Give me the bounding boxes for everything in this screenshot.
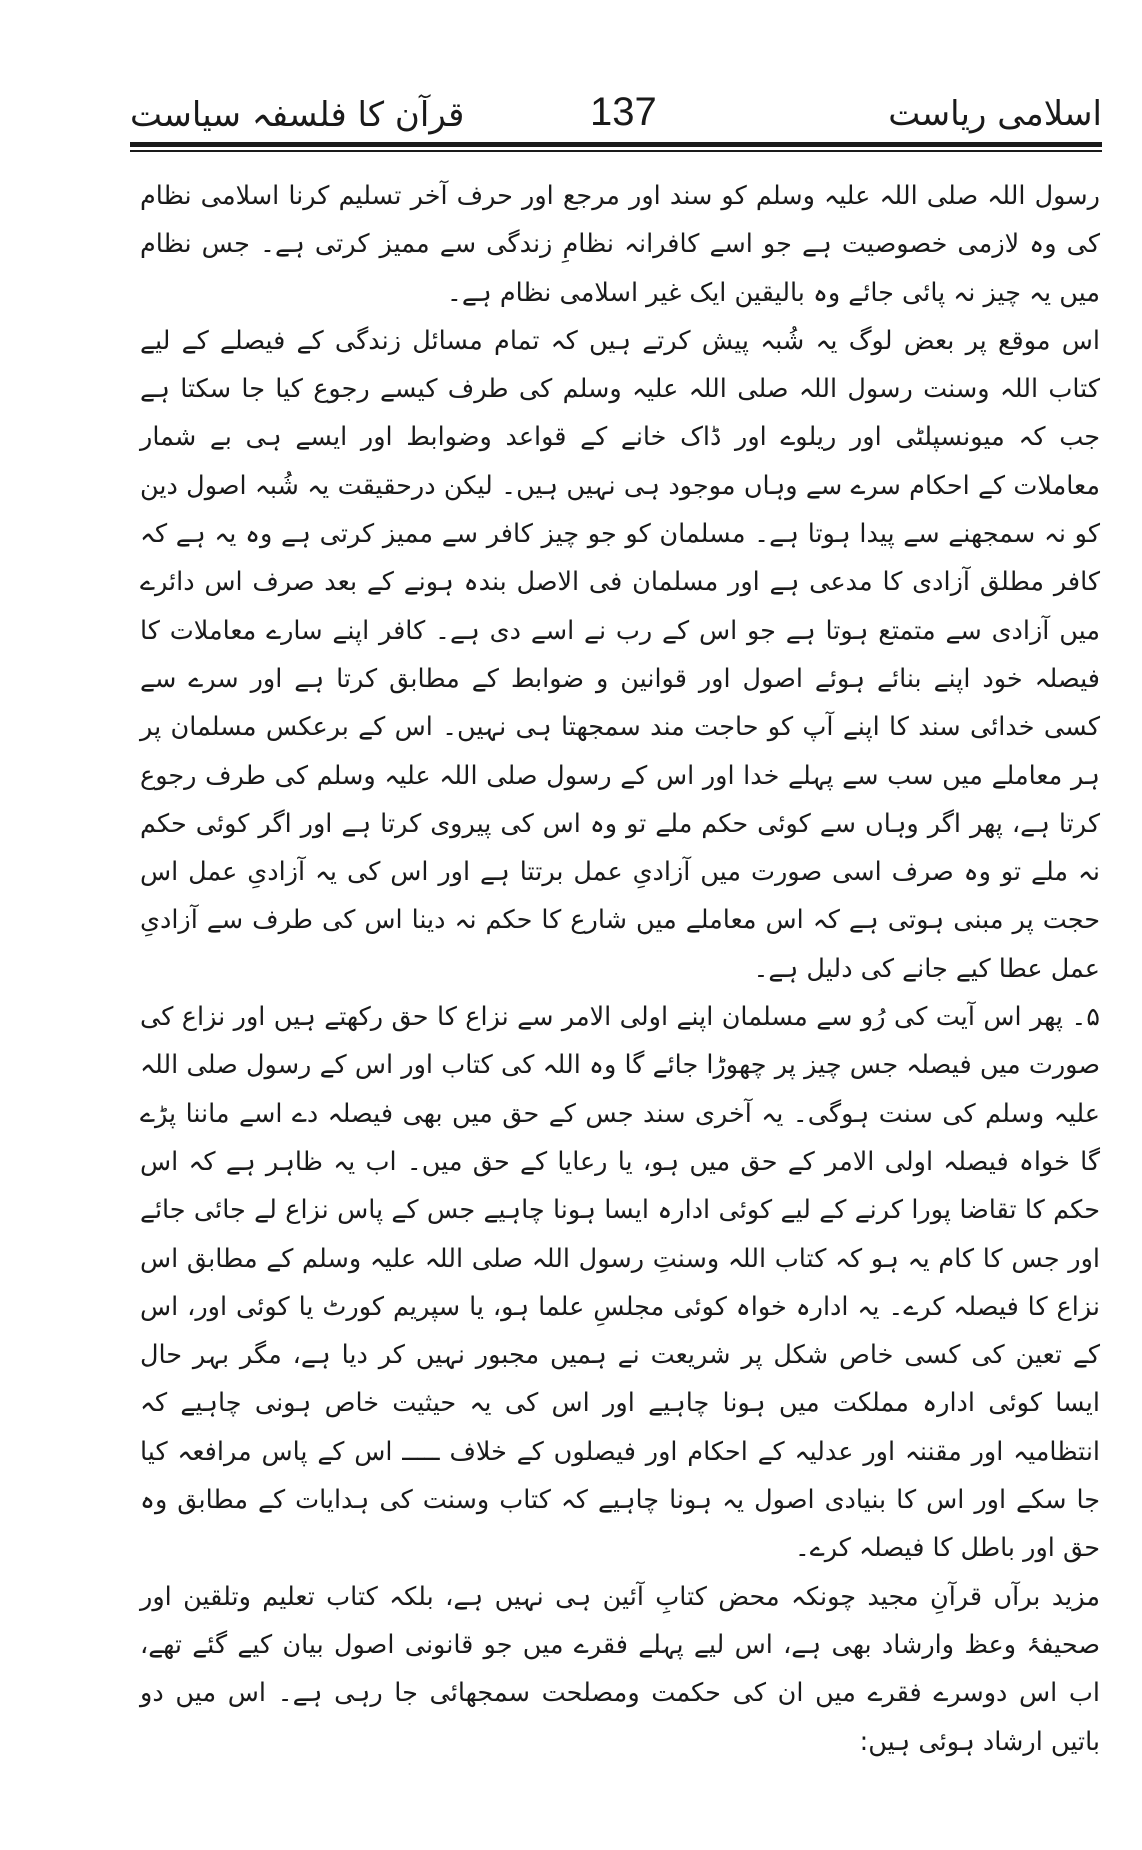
running-header (130, 90, 1102, 140)
paragraph: اس موقع پر بعض لوگ یہ شُبہ پیش کرتے ہیں کہ تمام مسائل زندگی کے فیصلے کے لیے کتاب اللہ وسنت رسول اللہ صلی اللہ علیہ وسلم کی طرف کیسے رجوع کیا جا سکتا ہے جب کہ میونسپلٹی اور ریلوے اور ڈاک خانے کے قواعد وضوابط اور ایسے ہی بے شمار معاملات کے احکام سرے سے وہاں موجود ہی نہیں ہیں۔ لیکن درحقیقت یہ شُبہ اصول دین کو نہ سمجھنے سے پیدا ہوتا ہے۔ مسلمان کو جو چیز کافر سے ممیز کرتی ہے وہ یہ ہے کہ کافر مطلق آزادی کا مدعی ہے اور مسلمان فی الاصل بندہ ہونے کے بعد صرف اس دائرے میں آزادی سے متمتع ہوتا ہے جو اس کے رب نے اسے دی ہے۔ کافر اپنے سارے معاملات کا فیصلہ خود اپنے بنائے ہوئے اصول اور قوانین و ضوابط کے مطابق کرتا ہے اور سرے سے کسی خدائی سند کا اپنے آپ کو حاجت مند سمجھتا ہی نہیں۔ اس کے برعکس مسلمان پر ہر معاملے میں سب سے پہلے خدا اور اس کے رسول صلی اللہ علیہ وسلم کی طرف رجوع کرتا ہے، پھر اگر وہاں سے کوئی حکم ملے تو وہ اس کی پیروی کرتا ہے اور اگر کوئی حکم نہ ملے تو وہ صرف اسی صورت میں آزادیِ عمل برتتا ہے اور اس کی یہ آزادیِ عمل اس حجت پر مبنی ہوتی ہے کہ اس معاملے میں شارع کا حکم نہ دینا اس کی طرف سے آزادیِ عمل عطا کیے جانے کی دلیل ہے۔ (140, 325, 1100, 984)
page-number: 137 (590, 90, 657, 134)
book-title: قرآن کا فلسفہ سیاست (130, 95, 465, 135)
paragraph: ۵۔ پھر اس آیت کی رُو سے مسلمان اپنے اولی الامر سے نزاع کا حق رکھتے ہیں اور نزاع کی صورت میں فیصلہ جس چیز پر چھوڑا جائے گا وہ اللہ کی کتاب اور اس کے رسول صلی اللہ علیہ وسلم کی سنت ہوگی۔ یہ آخری سند جس کے حق میں بھی فیصلہ دے اسے ماننا پڑے گا خواہ فیصلہ اولی الامر کے حق میں ہو، یا رعایا کے حق میں۔ اب یہ ظاہر ہے کہ اس حکم کا تقاضا پورا کرنے کے لیے کوئی ادارہ ایسا ہونا چاہیے جس کے پاس نزاع لے جائی جائے اور جس کا کام یہ ہو کہ کتاب اللہ وسنتِ رسول اللہ صلی اللہ علیہ وسلم کے مطابق اس نزاع کا فیصلہ کرے۔ یہ ادارہ خواہ کوئی مجلسِ علما ہو، یا سپریم کورٹ یا کوئی اور، اس کے تعین کی کسی خاص شکل پر شریعت نے ہمیں مجبور نہیں کر دیا ہے، مگر بہر حال ایسا کوئی ادارہ مملکت میں ہونا چاہیے اور اس کی یہ حیثیت خاص ہونی چاہیے کہ انتظامیہ اور مقننہ اور عدلیہ کے احکام اور فیصلوں کے خلاف ـــــ اس کے پاس مرافعہ کیا جا سکے اور اس کا بنیادی اصول یہ ہونا چاہیے کہ کتاب وسنت کی ہدایات کے مطابق وہ حق اور باطل کا فیصلہ کرے۔ (140, 1002, 1100, 1564)
paragraph: مزید برآں قرآنِ مجید چونکہ محض کتابِ آئین ہی نہیں ہے، بلکہ کتاب تعلیم وتلقین اور صحیفۂ وعظ وارشاد بھی ہے، اس لیے پہلے فقرے میں جو قانونی اصول بیان کیے گئے تھے، اب اس دوسرے فقرے میں ان کی حکمت ومصلحت سمجھائی جا رہی ہے۔ اس میں دو باتیں ارشاد ہوئی ہیں: (140, 1581, 1100, 1757)
body-text (140, 172, 1100, 1766)
header-rule-thick (130, 142, 1102, 147)
chapter-title: اسلامی ریاست (888, 94, 1102, 134)
header-rule-thin (130, 150, 1102, 152)
paragraph: رسول اللہ صلی اللہ علیہ وسلم کو سند اور مرجع اور حرف آخر تسلیم کرنا اسلامی نظام کی وہ لازمی خصوصیت ہے جو اسے کافرانہ نظامِ زندگی سے ممیز کرتی ہے۔ جس نظام میں یہ چیز نہ پائی جائے وہ بالیقین ایک غیر اسلامی نظام ہے۔ (140, 181, 1100, 308)
